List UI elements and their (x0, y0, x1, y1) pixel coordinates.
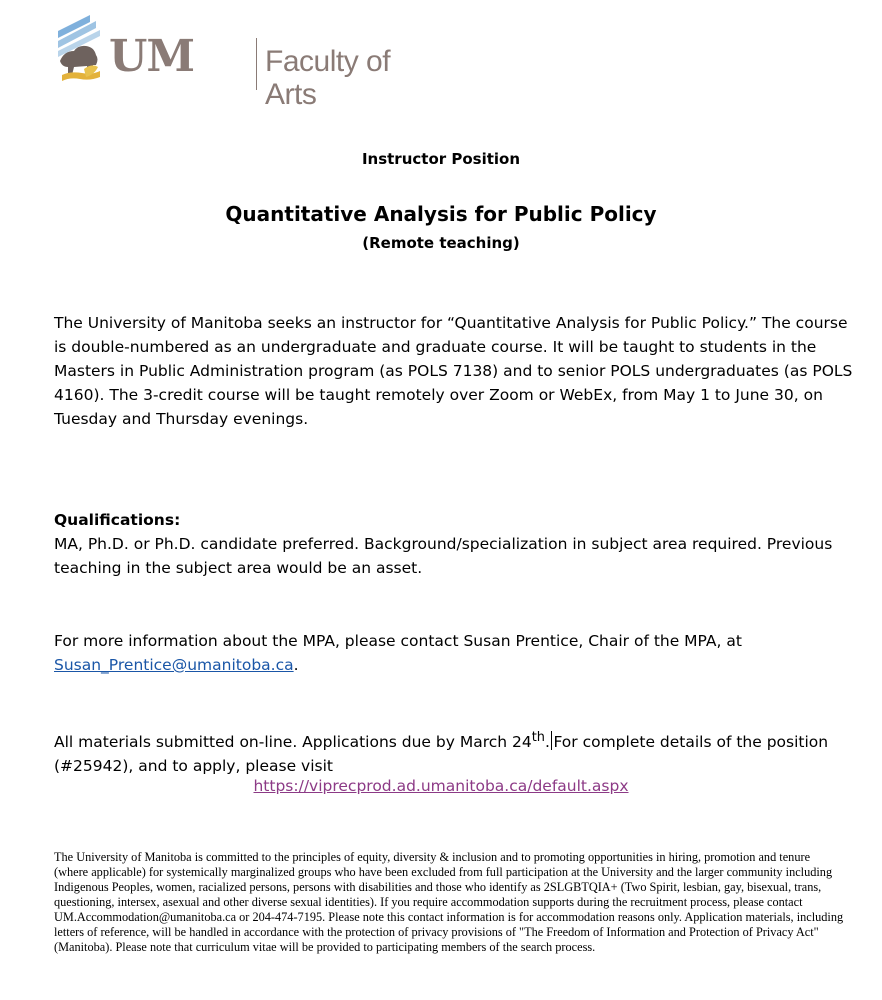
intro-paragraph: The University of Manitoba seeks an instructor for “Quantitative Analysis for Public Policy.” The course is double-numbered as an undergraduate and graduate course. It will be taught to students in the Masters in Public Administration program (as POLS 7138) and to senior POLS undergraduates (as POLS 4160). The 3-credit course will be taught remotely over Zoom or WebEx, from May 1 to June 30, on Tuesday and Thursday evenings. (54, 314, 853, 428)
qualifications-text: MA, Ph.D. or Ph.D. candidate preferred. Background/specialization in subject area required. Previous teaching in the subject area would be an asset. (54, 535, 833, 577)
contact-text: For more information about the MPA, please contact Susan Prentice, Chair of the MPA, at (54, 632, 742, 650)
logo-divider (256, 38, 257, 90)
apply-text-after: For complete details of the position (#25942), and to apply, please visit (54, 733, 829, 776)
position-heading: Instructor Position (361, 150, 521, 168)
apply-url-row (0, 774, 882, 798)
qualifications-heading: Qualifications: (54, 511, 181, 529)
apply-text-before: All materials submitted on-line. Applications due by March 24 (54, 733, 532, 752)
equity-statement: The University of Manitoba is committed to the principles of equity, diversity & inclusion and to promoting opportunities in hiring, promotion and tenure (where applicable) for systemically marginalized groups who have been excluded from full participation at the University and the larger community including Indigenous Peoples, women, racialized persons, persons with disabilities and those who identify as 2SLGBTQIA+ (Two Spirit, lesbian, gay, bisexual, trans, questioning, intersex, asexual and other diverse sexual identities). If you require accommodation supports during the recruitment process, please contact UM.Accommodation@umanitoba.ca or 204-474-7195. Please note this contact information is for accommodation reasons only. Application materials, including letters of reference, will be handled in accordance with the protection of privacy provisions of "The Freedom of Information and Protection of Privacy Act" (Manitoba). Please note that curriculum vitae will be provided to participating members of the search process. (54, 850, 844, 954)
um-logo (56, 15, 396, 111)
logo-faculty-text: Faculty of Arts (265, 45, 391, 111)
apply-url-link[interactable]: https://viprecprod.ad.umanitoba.ca/default.aspx (253, 777, 629, 795)
contact-email-link[interactable]: Susan_Prentice@umanitoba.ca (54, 656, 294, 674)
bison-icon (56, 15, 106, 90)
apply-period: . (545, 733, 550, 752)
logo-um-text: UM (109, 31, 195, 82)
course-title: Quantitative Analysis for Public Policy (225, 202, 657, 226)
contact-paragraph (54, 629, 854, 677)
apply-paragraph (54, 726, 854, 778)
course-subtitle: (Remote teaching) (362, 234, 520, 252)
contact-period: . (293, 656, 299, 674)
apply-superscript: th (531, 730, 545, 745)
